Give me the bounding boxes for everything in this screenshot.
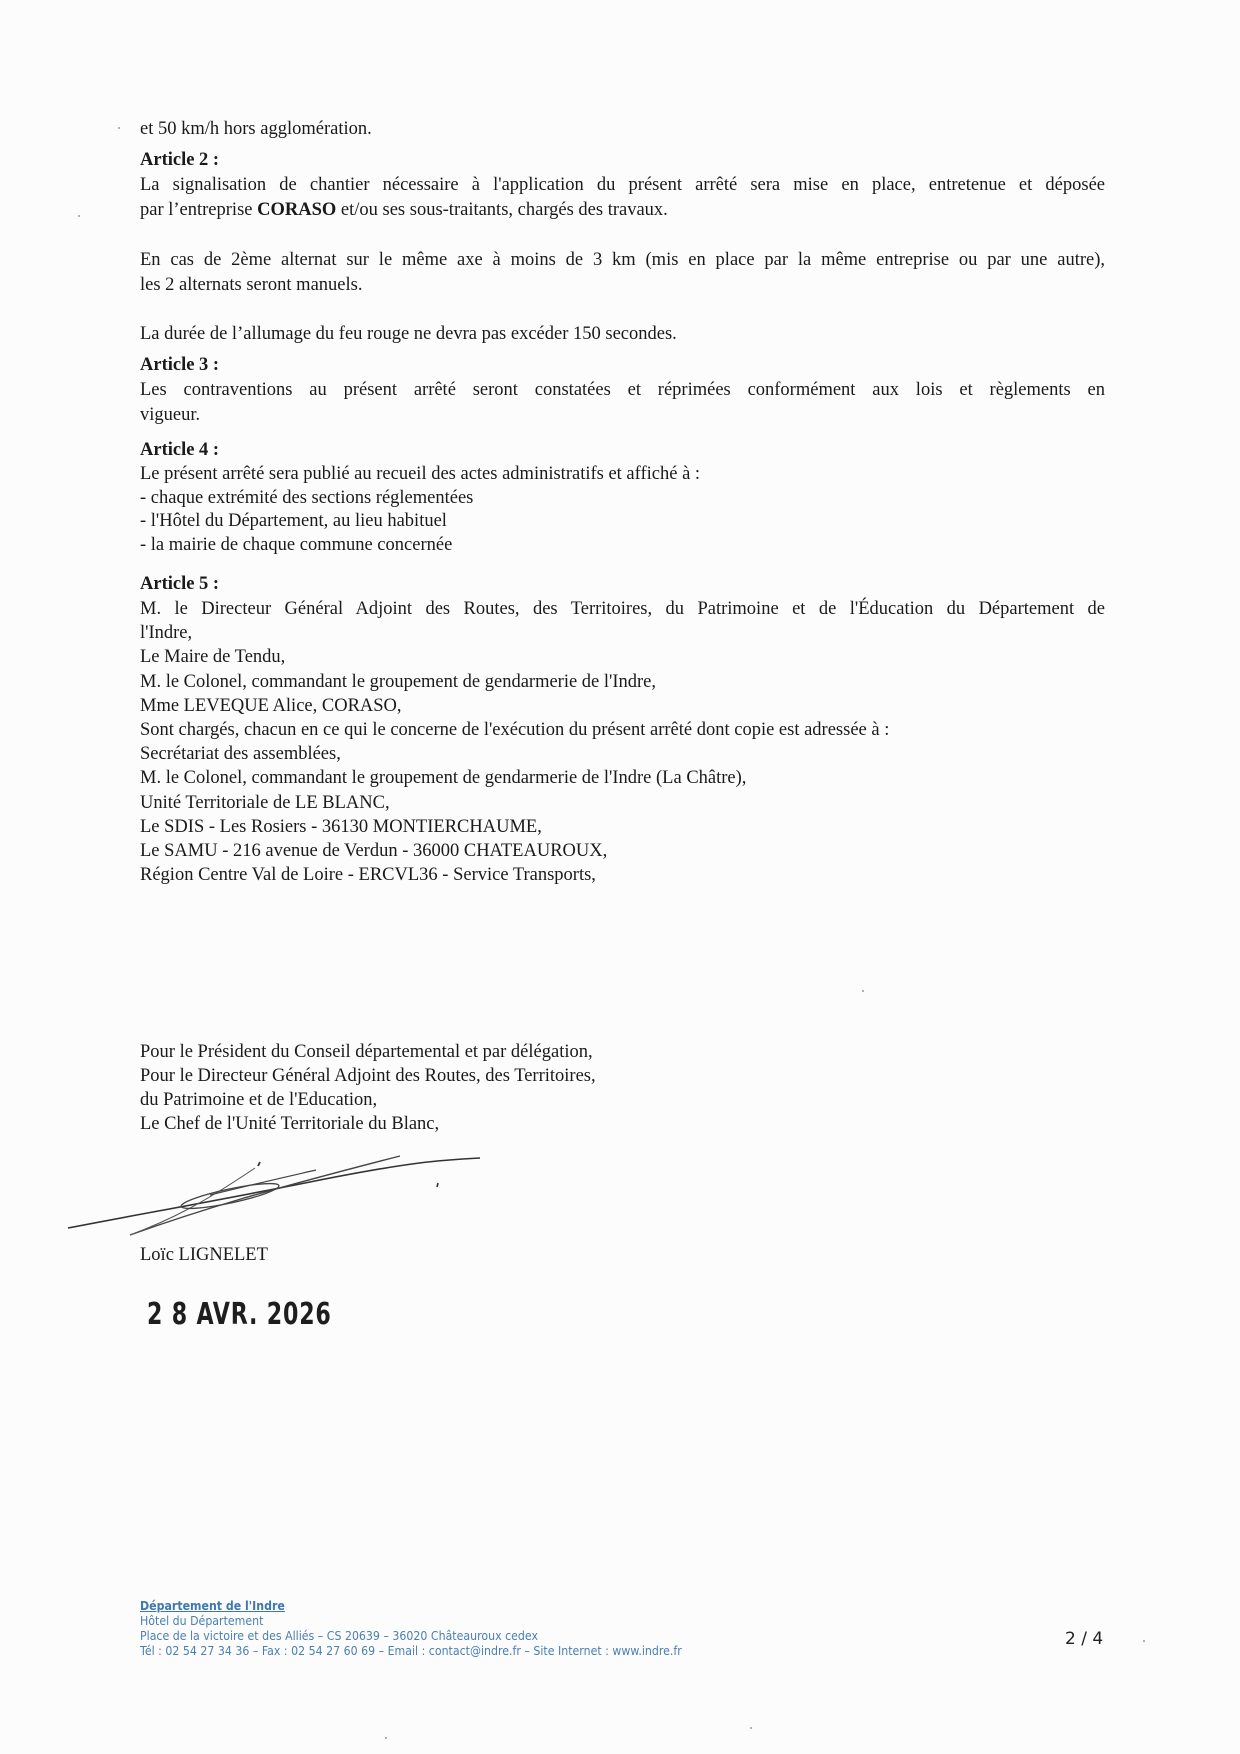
article-4-intro: Le présent arrêté sera publié au recueil des actes administratifs et affiché à : [140,464,701,484]
signature-line: Pour le Directeur Général Adjoint des Routes, des Territoires, [140,1066,596,1086]
article-2-paragraph-2 [140,248,1105,298]
article-5-line: l'Indre, [140,623,193,644]
signature-block [140,1040,596,1136]
scan-speck [385,1737,387,1739]
footer [140,1598,682,1658]
date-stamp: 2 8 AVR. 2026 [147,1297,332,1332]
article-2-p1-line-2-post: et/ou ses sous-traitants, chargés des travaux. [336,200,668,220]
article-2-p1-line-1: La signalisation de chantier nécessaire à l'application du présent arrêté sera mise en place, entretenue et déposée [140,175,1105,195]
company-name: CORASO [257,200,337,220]
scan-speck [78,215,80,217]
article-5-line: Le SDIS - Les Rosiers - 36130 MONTIERCHAUME, [140,816,542,837]
article-4-item: - chaque extrémité des sections réglementées [140,487,474,508]
handwritten-signature [60,1140,500,1250]
article-3-paragraph [140,378,1105,428]
article-3-line-2: vigueur. [140,405,201,425]
intro-line: et 50 km/h hors agglomération. [140,119,372,139]
article-3-line-1: Les contraventions au présent arrêté seront constatées et réprimées conformément aux lois et règlements en [140,380,1105,400]
scan-speck [1143,1640,1145,1642]
article-4-heading: Article 4 : [140,440,220,460]
article-5-line: Le Maire de Tendu, [140,647,286,668]
signer-name: Loïc LIGNELET [140,1245,268,1265]
article-2-paragraph-3: La durée de l’allumage du feu rouge ne devra pas excéder 150 secondes. [140,324,677,344]
footer-contact: Tél : 02 54 27 34 36 – Fax : 02 54 27 60 69 – Email : contact@indre.fr – Site Internet : www.indre.fr [140,1643,682,1658]
footer-building: Hôtel du Département [140,1613,264,1628]
article-4-item: - la mairie de chaque commune concernée [140,534,453,555]
article-2-paragraph-1 [140,173,1105,223]
article-5-line: Secrétariat des assemblées, [140,744,341,765]
scan-speck [118,127,120,129]
signature-line: du Patrimoine et de l'Education, [140,1090,378,1110]
article-5-line: Mme LEVEQUE Alice, CORASO, [140,695,402,716]
article-5-line: Sont chargés, chacun en ce qui le concerne de l'exécution du présent arrêté dont copie est adressée à : [140,720,890,741]
article-5-line: M. le Colonel, commandant le groupement de gendarmerie de l'Indre (La Châtre), [140,768,747,789]
article-5-line: M. le Directeur Général Adjoint des Routes, des Territoires, du Patrimoine et de l'Éducation du Département de [140,599,1105,619]
scan-speck [750,1727,752,1729]
article-4-paragraph [140,463,1105,557]
signature-line: Pour le Président du Conseil départemental et par délégation, [140,1042,593,1062]
article-3-heading: Article 3 : [140,355,220,375]
scan-speck [862,990,864,992]
article-2-heading: Article 2 : [140,150,220,170]
article-5-line: Le SAMU - 216 avenue de Verdun - 36000 CHATEAUROUX, [140,841,608,862]
article-5-heading: Article 5 : [140,574,220,594]
article-5-line: M. le Colonel, commandant le groupement de gendarmerie de l'Indre, [140,671,657,692]
article-5-line: Unité Territoriale de LE BLANC, [140,792,390,813]
article-5-paragraph [140,597,1105,887]
article-2-p1-line-2-pre: par l’entreprise [140,200,258,220]
article-5-line: Région Centre Val de Loire - ERCVL36 - Service Transports, [140,865,596,886]
article-4-item: - l'Hôtel du Département, au lieu habituel [140,511,447,531]
signature-line: Le Chef de l'Unité Territoriale du Blanc, [140,1114,440,1134]
article-2-p1-line-2 [140,198,1105,223]
article-2-p2-line-2: les 2 alternats seront manuels. [140,275,363,295]
footer-organization: Département de l'Indre [140,1598,285,1613]
footer-address: Place de la victoire et des Alliés – CS 20639 – 36020 Châteauroux cedex [140,1628,538,1643]
page-number: 2 / 4 [1065,1629,1104,1649]
article-2-p2-line-1: En cas de 2ème alternat sur le même axe à moins de 3 km (mis en place par la même entreprise ou par une autre), [140,250,1105,270]
